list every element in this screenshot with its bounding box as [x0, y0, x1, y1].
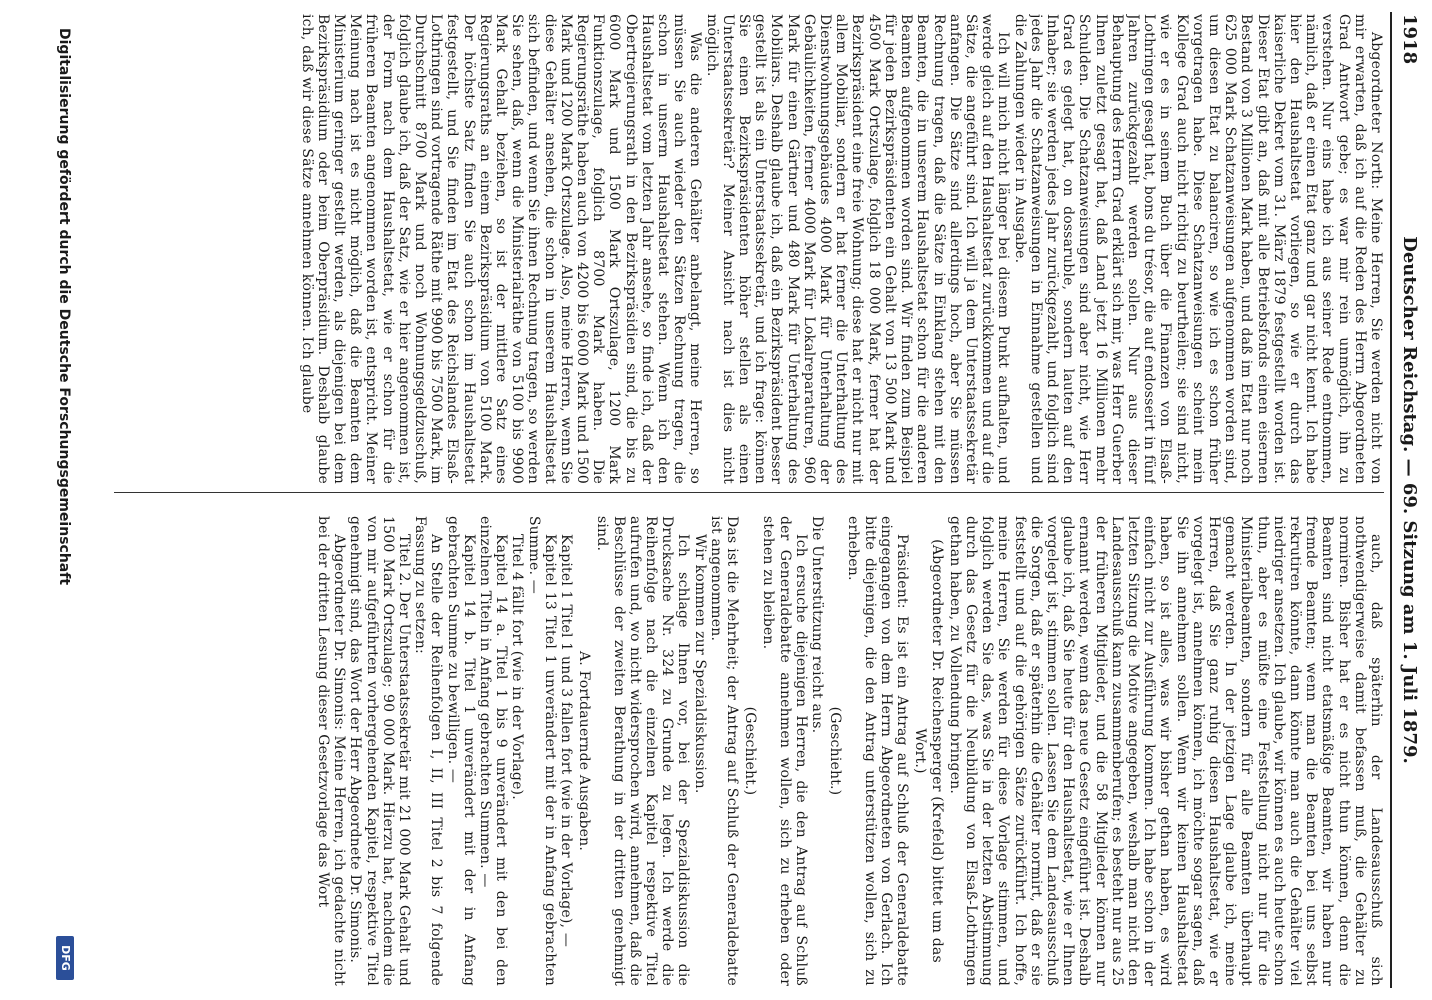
page-title: Deutscher Reichstag. — 69. Sitzung am 1. Juli 1879. — [1399, 236, 1420, 764]
paragraph: Präsident: Es ist ein Antrag auf Schluß der Generaldebatte eingegangen von dem Herrn Abgeordneten von Gerlach. Ich bitte diejenigen, die den Antrag unterstützen wollen, sich zu erheben. — [845, 516, 911, 986]
footer — [48, 0, 72, 1000]
paragraph: Abgeordneter Dr. Simonis: Meine Herren, ich gedachte nicht bei der dritten Lesung dieser Gesetzvorlage das Wort — [315, 516, 348, 986]
paragraph: Abgeordneter North: Meine Herren, Sie werden nicht von mir erwarten, daß ich auf die Reden des Herrn Abgeordneten Grad Antwort gebe; es war mir rein unmöglich, ihn zu verstehen. Nur eins habe ich aus seiner Rede entnommen, nämlich, daß er einen Etat ganz und gar nicht kennt. Ich habe hier den Haushaltsetat vorliegen, so wie er durch das kaiserliche Dekret vom 31. März 1879 festgestellt worden ist. Dieser Etat gibt an, daß mit alle Betriebsfonds einen eisernen Bestand von 3 Millionen Mark haben, und daß im Etat nur noch 625 000 Mark Schatzanweisungen aufgenommen worden sind, um diesen Etat zu balanciren, so wie ich es schon früher vorgetragen habe. Diese Schatzanweisungen scheint mein Kollege Grad auch nicht richtig zu beurtheilen; sie sind nicht, wie er es in seinem Buch über die Finanzen von Elsaß-Lothringen gesagt hat, bons du trésor, die auf endosseirt in fünf Jahren zurückgezahlt werden sollen. Nur aus dieser Behauptung des Herrn Grad erklärt sich mir, was Herr Guerber Ihnen zuletzt gesagt hat, daß Land jetzt 16 Millionen mehr Schulden. Die Schatzanweisungen sind aber nicht, wie Herr Grad es gelegt hat, on dossaruble, sondern lauten auf den Inhaber; sie werden jedes Jahr zurückgezahlt, und folglich sind jedes Jahr die Schatzanweisungen in Einnahme gestellen und die Zahlungen wieder in Ausgabe. — [1011, 14, 1384, 484]
page-header — [1394, 8, 1422, 992]
paragraph: Was die anderen Gehälter anbelangt, meine Herren, so müssen Sie auch wieder den Sätzen Rechnung tragen, die schon in unserm Haushaltsetat stehen. Wenn ich den Haushaltsetat vom letzten Jahr ansehe, so finde ich, daß der Obertregierungsrath in den Bezirkspräsidien sind, die bis zu 6000 Mark und 1500 Mark Ortszulage, 1200 Mark Funktionszulage, folglich 8700 Mark haben. Die Regierungsräthe haben auch von 4200 bis 6000 Mark und 1500 Mark und 1200 Mark Ortszulage. Also, meine Herren, wenn Sie diese Gehälter ansehen, die schon in unserem Haushaltsetat sich befinden, und wenn Sie ihnen Rechnung tragen, so werden Sie sehen, daß, wenn die Ministerialräthe von 5100 bis 9900 Mark Gehalt beziehen, so ist der mittlere Satz eines Regierungsraths an einem Bezirkspräsidium von 5100 Mark. Der höchste Satz finden Sie auch schon im Haushaltsetat festgestellt, und Sie finden im Etat des Reichslandes Elsaß-Lothringen sind vortragende Räthe mit 9900 bis 7500 Mark, im Durchschnitt 8700 Mark und noch Wohnungsgeldzuschuß, folglich glaube ich, daß der Satz, wie er hier angenommen ist, der Form nach dem Haushaltsetat, wie er schon für die früheren Beamten angenommen worden ist, entspricht. Meiner Meinung nach ist es nicht möglich, daß die Beamten dem Ministerium geringer gestellt werden, als diejenigen bei dem Bezirkspräsidium oder beim Oberpräsidium. Deshalb glaube ich, daß wir diese Sätze annehmen können. Ich glaube — [298, 14, 704, 484]
column-divider — [114, 492, 1384, 493]
header-rule — [1390, 12, 1392, 988]
left-column — [114, 14, 1384, 484]
paragraph: Kapitel 14 b. Titel 1 unverändert mit der in Anfang gebrachten Summe zu bewilligen. — — [444, 516, 477, 986]
right-column — [114, 516, 1384, 986]
paragraph: Ich schlage Ihnen vor, bei der Spezialdiskussion die Drucksache Nr. 324 zu Grunde zu legen. Ich werde die Reihenfolge nach die einzelnen Kapitel respektive Titel aufrufen und, wo nicht widersprochen wird, annehmen, daß die Beschlüsse der zweiten Berathung in der dritten genehmigt sind. — [594, 516, 692, 986]
paragraph: Titel 4 fällt fort (wie in der Vorlage). — [509, 534, 526, 800]
paragraph: An Stelle der Reihenfolgen I, II, III Titel 2 bis 7 folgende Fassung zu setzen: — [412, 516, 445, 986]
footer-note: Digitalisierung gefördert durch die Deutsche Forschungsgemeinschaft — [56, 28, 72, 586]
paragraph: Kapitel 1 Titel 1 und 3 fallen fort (wie in der Vorlage), — — [558, 534, 575, 948]
paragraph: Die Unterstützung reicht aus. — [809, 516, 826, 734]
page-number: 1918 — [1399, 14, 1420, 65]
dfg-logo: DFG — [56, 936, 74, 980]
paragraph: Titel 2. Der Unterstaatssekretär mit 21 000 Mark Gehalt und 1500 Mark Ortszulage; 90 000 Mark. Hierzu hat, nachdem die von mir aufgeführten vorhergehenden Kapitel, respektive Titel genehmigt sind, das Wort der Herr Abgeordnete Dr. Simonis. — [347, 516, 413, 986]
paragraph: Ich will mich nicht länger bei diesem Punkt aufhalten, und werde gleich auf den Haushaltsetat zurückkommen und auf die Sätze, die angeführt sind. Ich will ja dem Unterstaatssekretär anfangen. Die Sätze sind allerdings hoch, aber Sie müssen Rechnung tragen, daß die Sätze in Einklang stehen mit den Beamten, die in unserem Haushaltsetat schon für die anderen Beamten aufgenommen worden sind. Wir finden zum Beispiel für jeden Bezirkspräsidenten ein Gehalt von 13 500 Mark und 4500 Mark Ortszulage, folglich 18 000 Mark, ferner hat der Bezirkspräsident eine freie Wohnung; diese hat er nicht nur mit allem Mobiliar, sondern er hat ferner die Unterhaltung des Dienstwohnungsgebäudes 4000 Mark für Unterhaltung der Gebäulichkeiten, ferner 4000 Mark für Lokalreparaturen, 960 Mark für einen Gärtner und 480 Mark für Unterhaltung des Mobiliars. Deshalb glaube ich, daß ein Bezirkspräsident besser gestellt ist als ein Unterstaatssekretär, und ich frage: können Sie einen Bezirkspräsidenten höher stellen als einen Unterstaatssekretär? Meiner Ansicht nach ist dies nicht möglich. — [703, 14, 1012, 484]
center-note: (Abgeordneter Dr. Reichensperger (Krefeld) bittet um das Wort.) — [912, 539, 945, 963]
paragraph: auch, daß späterhin der Landesausschuß sich nothwendigerweise damit befassen muß, die Gehälter zu normiren. Bisher hat er es nicht thun können, denn die Beamten sind nicht etatsmäßige Beamten, wir haben nur fremde Beamten; wenn man die Beamten bei uns selbst rekrutiren könnte, dann könnte man auch die Gehälter viel niedriger ansetzen. Ich glaube, wir können es auch heute schon thun, aber es müßte eine Feststellung nicht nur für die Ministerialbeamten, sondern für alle Beamten überhaupt gemacht werden. In der jetzigen Lage glaube ich, meine Herren, daß Sie ganz ruhig diesen Haushaltsetat, wie er vorgelegt ist, annehmen können, ich möchte sogar sagen, daß Sie ihn annehmen sollen. Wenn wir keinen Haushaltsetat haben, so ist alles, was wir bisher gethan haben, es wird einfach nicht zur Ausführung kommen. Ich habe schon in der letzten Sitzung die Motive angegeben, weshalb man nicht den Landesausschuß kann zusammenberufen; es besteht nur aus 25 der früheren Mitglieder, und die 58 Mitglieder können nur ernannt werden, wenn das neue Gesetz eingeführt ist. Deshalb glaube ich, daß Sie heute für den Haushaltsetat, wie er Ihnen vorgelegt ist, stimmen sollen. Lassen Sie dem Landesausschuß die Sorgen, daß er späterhin die Gehälter normirt, daß er sie feststellt und auf die gehörigen Sätze zurückführt. Ich hoffe, meine Herren, Sie werden für diese Vorlage stimmen, und folglich werden Sie das, was Sie in der letzten Abstimmung durch das Gesetz für die Neubildung von Elsaß-Lothringen gethan haben, zu Vollendung bringen. — [946, 516, 1384, 986]
paragraph: Ich ersuche diejenigen Herren, die den Antrag auf Schluß der Generaldebatte annehmen wollen, sich zu erheben oder stehen zu bleiben. — [760, 516, 809, 986]
paragraph: Wir kommen zur Spezialdiskussion. — [691, 534, 708, 794]
paragraph: Das ist die Mehrheit; der Antrag auf Schluß der Generaldebatte ist angenommen. — [707, 516, 741, 986]
center-note: A. Fortdauernde Ausgaben. — [576, 650, 593, 852]
center-note: (Geschieht.) — [827, 706, 844, 796]
paragraph: Kapitel 14 a. Titel 1 bis 9 unverändert mit den bei den einzelnen Titeln in Anfang gebrachten Summen. — — [477, 516, 510, 986]
center-note: (Geschieht.) — [742, 706, 759, 796]
paragraph: Kapitel 13 Titel 1 unverändert mit der in Anfang gebrachten Summe. — — [525, 516, 558, 986]
